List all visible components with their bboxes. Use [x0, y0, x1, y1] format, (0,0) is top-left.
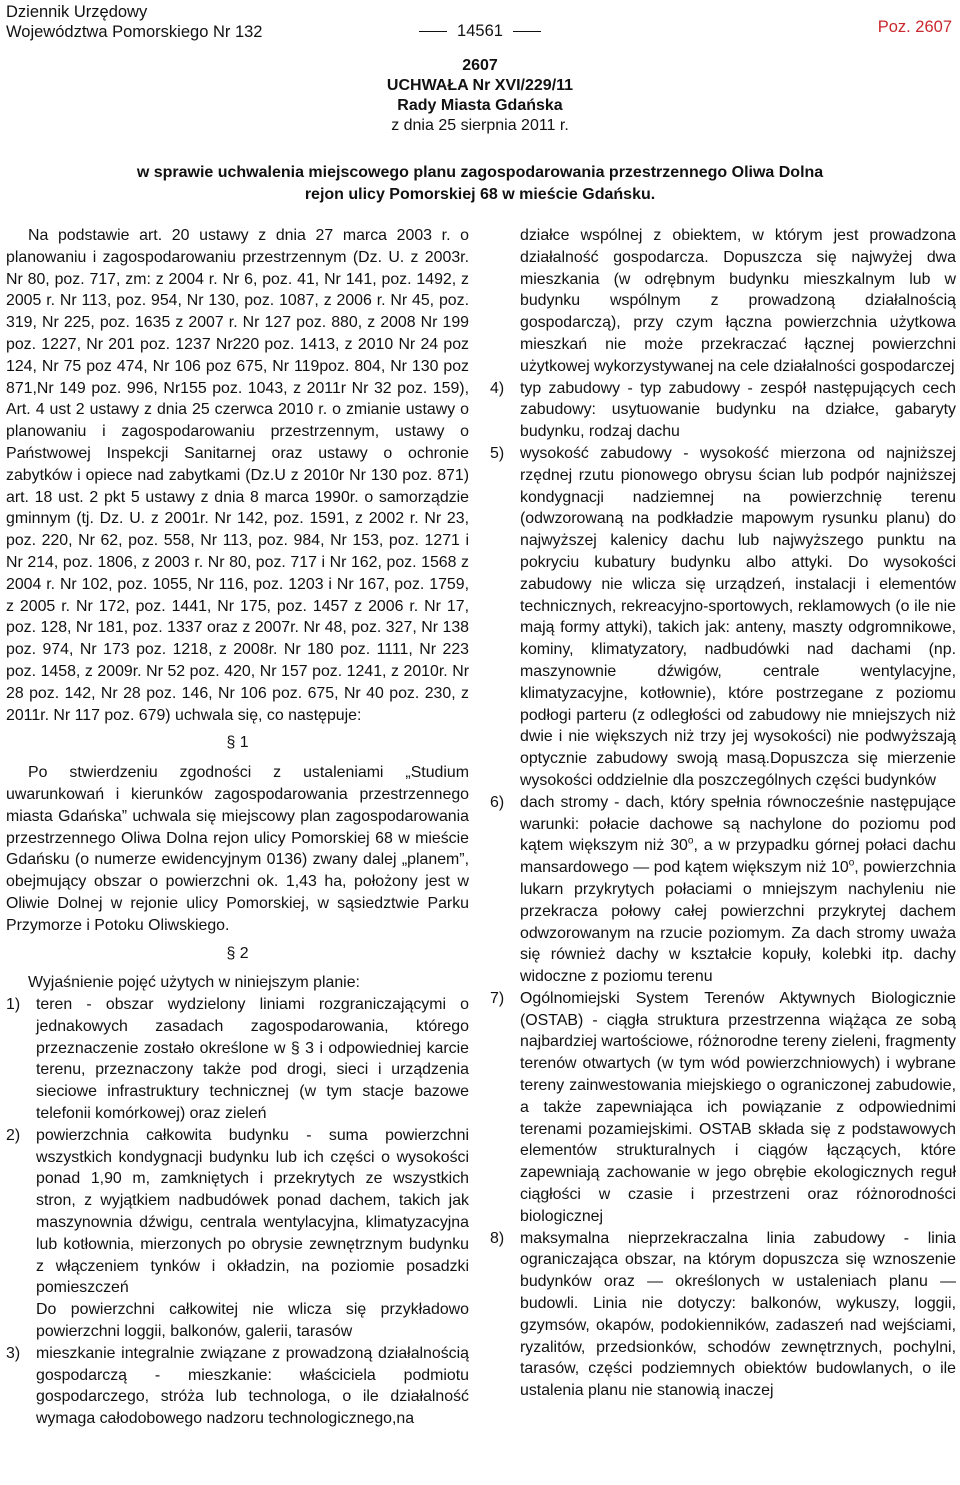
item-number: 7)	[490, 989, 505, 1007]
item-text: Ogólnomiejski System Terenów Aktywnych Biologicznie (OSTAB) - ciągła struktura przestrzenna wiążąca ze sobą najbardziej wartościowe, różnorodne tereny zieleni, fragmenty terenów otwartych (w tym wód powierzchniowych) i wybrane tereny zainwestowania miejskiego o ograniczonej zabudowie, a także zapewniająca ich powiązanie z odpowiednimi terenami pozamiejskimi. OSTAB składa się z podstawowych elementów strukturalnych i ciągów łączących, które zapewniają zachowanie w jego obrębie ekologicznych reguł ciągłości w czasie i przestrzeni oraz różnorodności biologicznej	[520, 989, 956, 1225]
resolution-title	[0, 56, 960, 136]
item-text-part-1: dach stromy - dach, który spełnia równocześnie następujące warunki: połacie dachowe są nachylone do poziomu pod kątem większym niż 30	[520, 793, 956, 855]
item-number: 5)	[490, 444, 505, 462]
list-item	[6, 1343, 469, 1430]
item-number: 2)	[6, 1126, 21, 1144]
definitions-list-right	[490, 378, 956, 1402]
left-column	[6, 225, 469, 1430]
item-number: 6)	[490, 793, 505, 811]
list-item	[6, 1125, 469, 1299]
definitions-list-left	[6, 994, 469, 1430]
council-name: Rady Miasta Gdańska	[397, 97, 563, 114]
item-number: 1)	[6, 996, 21, 1014]
page-number: 14561	[457, 22, 503, 40]
section-1-mark: § 1	[226, 734, 249, 752]
item-text: powierzchnia całkowita budynku - suma powierzchni wszystkich kondygnacji budynku lub ich części o wysokości ponad 1,90 m, zamkniętych i przekrytych ze wszystkich stron, z wyjątkiem nadbudówek ponad dachem, takich jak maszynownia dźwigu, centrala wentylacyjna, klimatyzacyjna lub kotłownia, mierzonych po obrysie zewnętrznym budynku z włączeniem tynków i okładzin, na poziomie posadzki pomieszczeń	[36, 1126, 469, 1297]
page-dash-right	[513, 31, 541, 32]
journal-issue: Województwa Pomorskiego Nr 132	[6, 23, 263, 41]
section-1-text: Po stwierdzeniu zgodności z ustaleniami „Studium uwarunkowań i kierunków zagospodarowania przestrzennego miasta Gdańska” uchwala się miejscowy plan zagospodarowania przestrzennego Oliwa Dolna rejon ulicy Pomorskiej 68 w mieście Gdańsku (o numerze ewidencyjnym 0136) zwany dalej „planem”, obejmujący obszar o powierzchni ok. 1,43 ha, położony jest w Oliwie Dolnej w rejonie ulicy Pomorskiej, w sąsiedztwie Parku Przymorze i Potoku Oliwskiego.	[6, 764, 469, 934]
item-text-part-3: , powierzchnia lukarn przykrytych połaciami o mniejszym nachyleniu nie przekracza połowy całej powierzchni przykrytej dachem odwzorowanym na rzucie poziomym. Za dach stromy uważa się również dachy w kształcie kopuły, kolebki itp. dachy widoczne z poziomu terenu	[520, 859, 956, 986]
item-text-part-2: , a w przypadku górnej połaci dachu mansardowego — pod kątem większym niż 10	[520, 837, 956, 877]
item-text: mieszkanie integralnie związane z prowadzoną działalnością gospodarczą - mieszkanie: właściciela podmiotu gospodarczego, stróża lub technologa, o ile działalność wymaga całodobowego nadzoru technologicznego,na	[36, 1344, 469, 1428]
item-text: Do powierzchni całkowitej nie wlicza się przykładowo powierzchni loggii, balkonów, galerii, tarasów	[36, 1301, 469, 1341]
journal-name: Dziennik Urzędowy	[6, 3, 148, 21]
page-dash-left	[419, 31, 447, 32]
list-item	[6, 994, 469, 1125]
right-column	[490, 225, 956, 1402]
resolution-date: z dnia 25 sierpnia 2011 r.	[391, 117, 569, 134]
list-item	[490, 443, 956, 792]
section-2-mark: § 2	[226, 944, 249, 962]
item-3-continuation: działce wspólnej z obiektem, w którym jest prowadzona działalność gospodarcza. Dopuszcza się najwyżej dwa mieszkania (w odrębnym budynku mieszkalnym lub w budynku wspólnym z prowadzoną działalnością gospodarczą), przy czym łączna powierzchnia użytkowa mieszkań nie może przekraczać łącznej powierzchni użytkowej wykorzystywanej na cele działalności gospodarczej	[520, 227, 956, 375]
item-text: typ zabudowy - typ zabudowy - zespół następujących cech zabudowy: usytuowanie budynku na działce, gabaryty budynku, rodzaj dachu	[520, 379, 956, 441]
resolution-number: UCHWAŁA Nr XVI/229/11	[386, 77, 574, 94]
item-text: maksymalna nieprzekraczalna linia zabudowy - linia ograniczająca obszar, na którym dopuszcza się wznoszenie budynków oraz — określonych w ustaleniach planu — budowli. Linia nie dotyczy: balkonów, wykuszy, loggii, gzymsów, okapów, podokienników, zadaszeń nad wejściami, ryzalitów, przedsionków, schodów zewnętrznych, pochylni, tarasów, części podziemnych obiektów budowlanych, o ile ustalenia planu nie stanowią inaczej	[520, 1229, 956, 1400]
list-item	[490, 1228, 956, 1402]
list-item-continuation	[6, 1299, 469, 1343]
list-item	[490, 988, 956, 1228]
item-text: teren - obszar wydzielony liniami rozgraniczającymi o jednakowych zasadach zagospodarowania, którego przeznaczenie zostało określone w § 3 i odpowiedniej karcie terenu, przeznaczony także pod drogi, sieci i urządzenia sieciowe infrastruktury technicznej (w tym stacje bazowe telefonii komórkowej) oraz zieleń	[36, 996, 469, 1123]
subject-line-1: w sprawie uchwalenia miejscowego planu zagospodarowania przestrzennego Oliwa Dolna	[136, 164, 824, 181]
item-number: 4)	[490, 379, 505, 397]
list-item	[490, 378, 956, 443]
degree-mark: o	[848, 857, 855, 869]
item-text: wysokość zabudowy - wysokość mierzona od najniższej rzędnej rzutu pionowego obrysu ścian lub podpór najniższej kondygnacji nadziemnej na powierzchnię terenu (odwzorowaną na podkładzie mapowym rysunku planu) do najwyższej kalenicy dachu lub najwyższego punktu na pokryciu kubatury budynku albo attyki. Do wysokości zabudowy nie wlicza się urządzeń, instalacji i elementów technicznych, rekreacyjno-sportowych, reklamowych (o ile nie mają formy attyki), takich jak: anteny, maszty odgromnikowe, kominy, klimatyzatory, nadbudówki nad dachami (np. maszynownie dźwigów, centrale wentylacyjne, klimatyzacyjne, kotłownie), które postrzegane z poziomu podłogi parteru (z odległości od zabudowy nie mniejszych niż dwie i nie większych niż trzy jej wysokości) nie podwyższają optycznie zabudowy swoją masą.Dopuszcza się mierzenie wysokości oddzielnie dla poszczególnych części budynków	[520, 444, 956, 789]
position-label: Poz. 2607	[877, 18, 952, 36]
resolution-subject	[100, 162, 860, 206]
degree-mark: o	[687, 836, 694, 848]
preamble: Na podstawie art. 20 ustawy z dnia 27 marca 2003 r. o planowaniu i zagospodarowaniu przestrzennym (Dz. U. z 2003r. Nr 80, poz. 717, zm: z 2004 r. Nr 6, poz. 41, Nr 141, poz. 1492, z 2005 r. Nr 113, poz. 954, Nr 130, poz. 1087, z 2006 r. Nr 45, poz. 319, Nr 225, poz. 1635 z 2007 r. Nr 127 poz. 880, z 2008 Nr 199 poz. 1227, Nr 201 poz. 1237 Nr220 poz. 1413, z 2010 Nr 24 poz 124, Nr 75 poz 474, Nr 106 poz 675, Nr 119poz. 804, Nr 130 poz 871,Nr 149 poz. 996, Nr155 poz. 1043, z 2011r Nr 32 poz. 159), Art. 4 ust 2 ustawy z dnia 25 czerwca 2010 r. o zmianie ustawy o planowaniu i zagospodarowaniu przestrzennym, ustawy o Państwowej Inspekcji Sanitarnej oraz ustawy o ochronie zabytków i opiece nad zabytkami (Dz.U z 2010r Nr 130 poz. 871) art. 18 ust. 2 pkt 5 ustawy z dnia 8 marca 1990r. o samorządzie gminnym (tj. Dz. U. z 2001r. Nr 142, poz. 1591, z 2002 r. Nr 23, poz. 220, Nr 62, poz. 558, Nr 113, poz. 984, Nr 153, poz. 1271 i Nr 214, poz. 1806, z 2003 r. Nr 80, poz. 717 i Nr 162, poz. 1568 z 2004 r. Nr 102, poz. 1055, Nr 116, poz. 1203 i Nr 167, poz. 1759, z 2005 r. Nr 172, poz. 1441, Nr 175, poz. 1457 z 2006 r. Nr 17, poz. 128, Nr 181, poz. 1337 oraz z 2007r. Nr 48, poz. 327, Nr 138 poz. 974, Nr 173 poz. 1218, z 2008r. Nr 180 poz. 1111, Nr 223 poz. 1458, z 2009r. Nr 52 poz. 420, Nr 157 poz. 1241, z 2010r. Nr 28 poz. 142, Nr 28 poz. 146, Nr 106 poz. 675, Nr 40 poz. 230, z 2011r. Nr 117 poz. 679) uchwala się, co następuje:	[6, 227, 469, 724]
subject-line-2: rejon ulicy Pomorskiej 68 w mieście Gdańsku.	[304, 186, 656, 203]
item-number: 8)	[490, 1229, 505, 1247]
section-2-intro: Wyjaśnienie pojęć użytych w niniejszym planie:	[28, 974, 360, 992]
list-item	[490, 792, 956, 988]
item-number: 3)	[6, 1344, 21, 1362]
page-number-line	[0, 22, 960, 41]
item-number: 2607	[462, 57, 498, 74]
